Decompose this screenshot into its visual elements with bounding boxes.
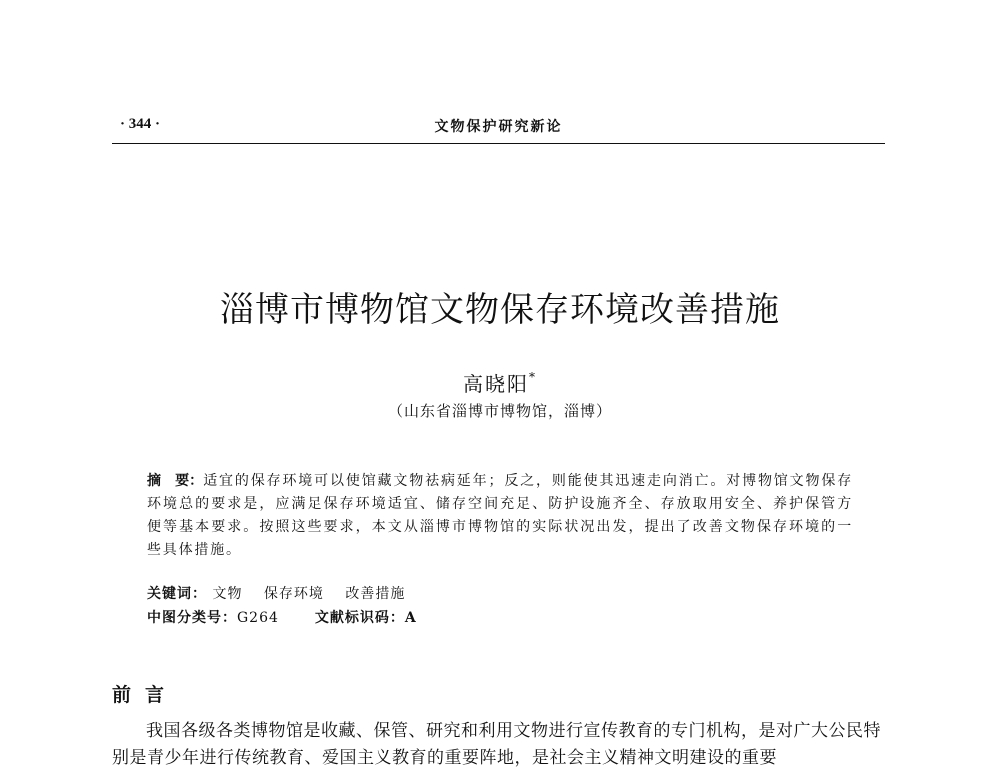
keyword: 保存环境 — [263, 586, 324, 602]
body-paragraph: 我国各级各类博物馆是收藏、保管、研究和利用文物进行宣传教育的专门机构，是对广大公民特别是青少年进行传统教育、爱国主义教育的重要阵地，是社会主义精神文明建设的重要 — [112, 721, 881, 768]
classification-line — [147, 607, 417, 627]
article-title: 淄博市博物馆文物保存环境改善措施 — [220, 290, 780, 330]
journal-title: 文物保护研究新论 — [434, 119, 563, 135]
author-line — [0, 368, 1000, 397]
author-name: 高晓阳 — [463, 372, 529, 396]
running-header — [112, 114, 885, 142]
clc-label: 中图分类号： — [147, 610, 237, 626]
abstract — [147, 470, 853, 562]
page-number: · 344 · — [120, 116, 161, 132]
keyword: 改善措施 — [345, 586, 406, 602]
affiliation: （山东省淄博市博物馆，淄博） — [387, 402, 612, 420]
section-heading: 前言 — [112, 684, 179, 706]
keywords-line — [147, 583, 421, 603]
author-footnote-mark: * — [529, 370, 537, 385]
abstract-label: 摘 要： — [147, 473, 204, 489]
doc-code-label: 文献标识码： — [314, 610, 405, 626]
clc-value: G264 — [237, 610, 279, 626]
doc-code-value: A — [404, 610, 417, 626]
keywords-label: 关键词： — [147, 586, 207, 602]
keyword: 文物 — [212, 586, 243, 602]
header-divider — [112, 143, 885, 144]
abstract-text: 适宜的保存环境可以使馆藏文物祛病延年；反之，则能使其迅速走向消亡。对博物馆文物保存环境总的要求是，应满足保存环境适宜、储存空间充足、防护设施齐全、存放取用安全、养护保管方便等基本要求。按照这些要求，本文从淄博市博物馆的实际状况出发，提出了改善文物保存环境的一些具体措施。 — [147, 473, 853, 558]
